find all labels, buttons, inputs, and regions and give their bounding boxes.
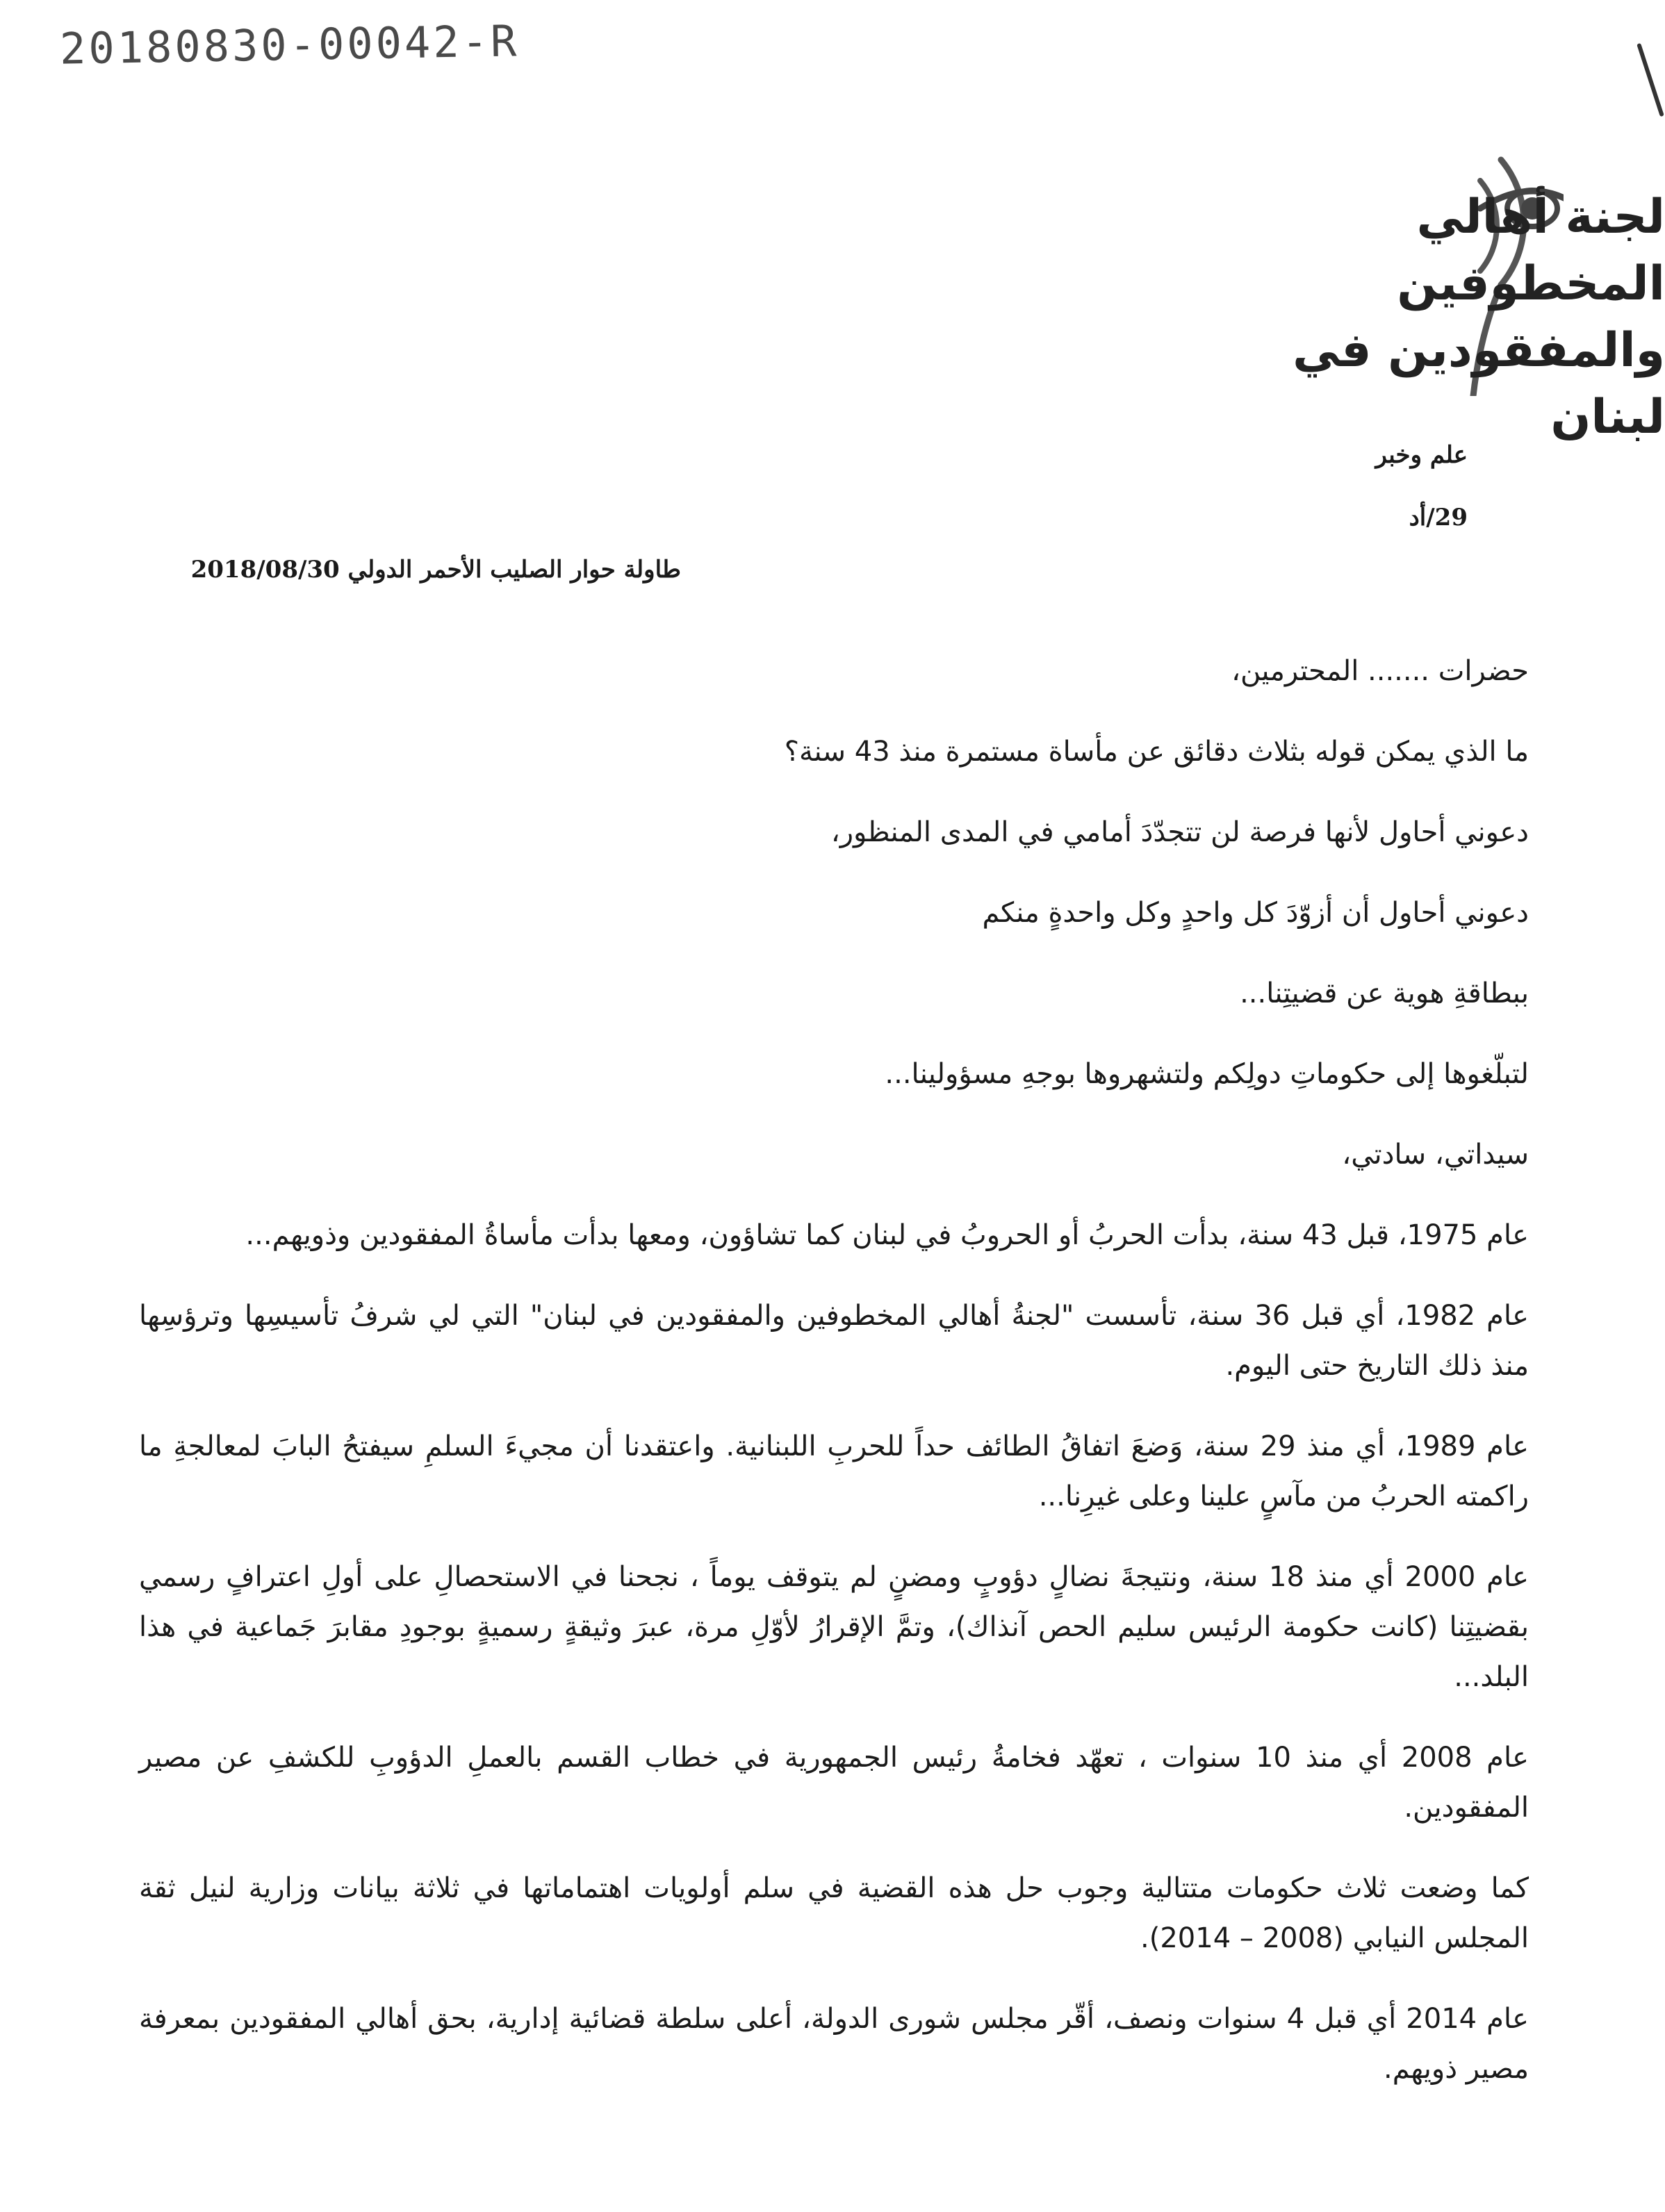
registration-line2: 29/أد xyxy=(1409,504,1468,531)
paragraph: عام 2008 أي منذ 10 سنوات ، تعهّد فخامةُ رئيس الجمهورية في خطاب القسم بالعملِ الدؤوبِ للكشفِ عن مصير المفقودين. xyxy=(139,1742,1529,1824)
paragraph: دعوني أحاول أن أزوّدَ كل واحدٍ وكل واحدةٍ منكم xyxy=(982,897,1529,929)
paragraph: سيداتي، سادتي، xyxy=(1342,1139,1529,1171)
paragraph: عام 1982، أي قبل 36 سنة، تأسست "لجنةُ أهالي المخطوفين والمفقودين في لبنان" التي لي شرفُ تأسيسِها وترؤسِها منذ ذلك التاريخ حتى اليوم. xyxy=(139,1300,1529,1382)
organization-name-line1: لجنة أهالي المخطوفين xyxy=(1397,190,1665,311)
paragraph: حضرات ....... المحترمين، xyxy=(1231,655,1529,687)
edge-pen-mark xyxy=(1637,43,1664,117)
registration-info xyxy=(1376,424,1468,549)
paragraph: ما الذي يمكن قوله بثلاث دقائق عن مأساة مستمرة منذ 43 سنة؟ xyxy=(784,736,1529,768)
registration-line1: علم وخبر xyxy=(1375,441,1468,469)
organization-name xyxy=(1276,184,1665,451)
paragraph: ببطاقةِ هوية عن قضيتِنا... xyxy=(1240,977,1529,1009)
paragraph: دعوني أحاول لأنها فرصة لن تتجدّدَ أمامي في المدى المنظور، xyxy=(830,816,1529,848)
paragraph: عام 2000 أي منذ 18 سنة، ونتيجةَ نضالٍ دؤوبٍ ومضنٍ لم يتوقف يوماً ، نجحنا في الاستحصالِ على أولِ اعترافٍ رسمي بقضيتِنا (كانت حكومة الرئيس سليم الحص آنذاك)، وتمَّ الإقرارُ لأوّلِ مرة، عبرَ وثيقةٍ رسميةٍ بوجودِ مقابرَ جَماعية في هذا البلد... xyxy=(139,1561,1529,1693)
handwritten-reference: 20180830-00042-R xyxy=(59,15,520,74)
paragraph: عام 2014 أي قبل 4 سنوات ونصف، أقّر مجلس شورى الدولة، أعلى سلطة قضائية إدارية، بحق أهالي المفقودين بمعرفة مصير ذويهم. xyxy=(139,2003,1529,2085)
paragraph: عام 1975، قبل 43 سنة، بدأت الحربُ أو الحروبُ في لبنان كما تشاؤون، ومعها بدأت مأساةُ المفقودين وذويهم... xyxy=(245,1219,1529,1251)
paragraph: عام 1989، أي منذ 29 سنة، وَضعَ اتفاقُ الطائف حداً للحربِ اللبنانية. واعتقدنا أن مجيءَ السلمِ سيفتحُ البابَ لمعالجةِ ما راكمته الحربُ من مآسٍ علينا وعلى غيرِنا... xyxy=(139,1430,1529,1512)
organization-name-line2: والمفقودين في لبنان xyxy=(1293,323,1665,445)
letter-body xyxy=(139,646,1529,2124)
paragraph: لتبلّغوها إلى حكوماتِ دولِكم ولتشهروها بوجهِ مسؤولينا... xyxy=(885,1058,1529,1090)
paragraph: كما وضعت ثلاث حكومات متتالية وجوب حل هذه القضية في سلم أولويات اهتماماتها في ثلاثة بيانات وزارية لنيل ثقة المجلس النيابي (2008 – 2014). xyxy=(139,1872,1529,1954)
document-title: طاولة حوار الصليب الأحمر الدولي 2018/08/30 xyxy=(190,556,681,584)
